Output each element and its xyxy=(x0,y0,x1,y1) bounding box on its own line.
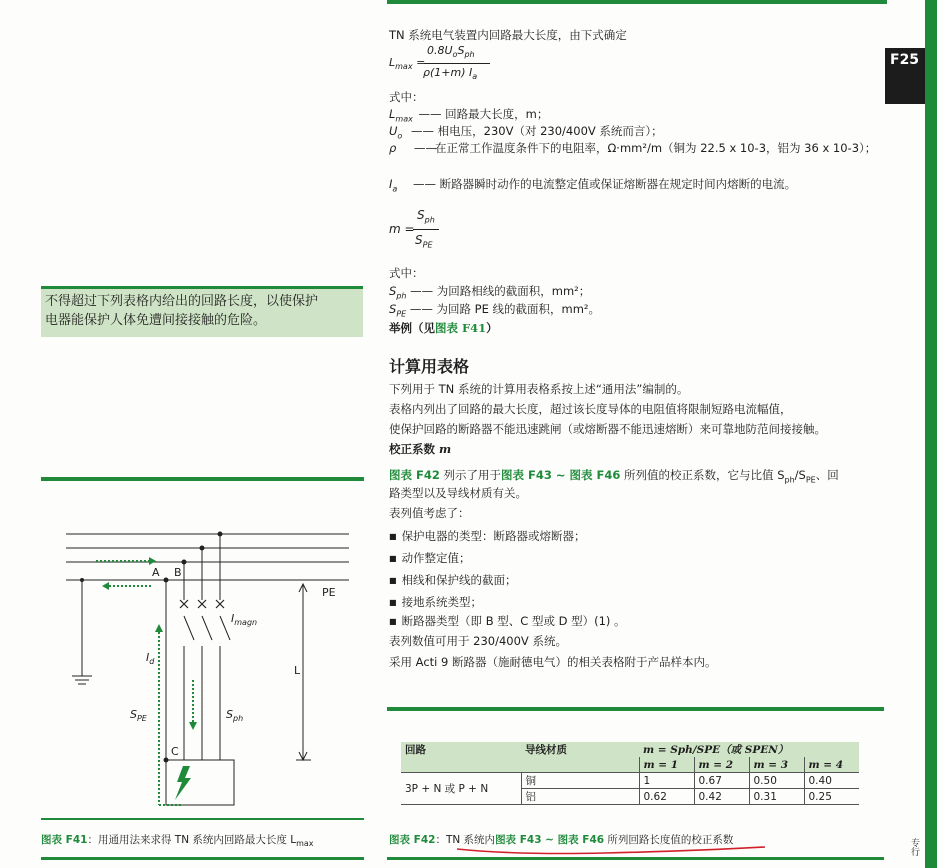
para-line-2: 表格内列出了回路的最大长度，超过该长度导体的电阻值将限制短路电流幅值， xyxy=(389,402,792,416)
label-pe: PE xyxy=(322,586,336,599)
cell-cu-m4: 0.40 xyxy=(804,773,859,789)
side-note: 不得超过下列表格内给出的回路长度，以使保护 电器能保护人体免遭间接接触的危险。 xyxy=(41,286,363,337)
cell-cu-m3: 0.50 xyxy=(749,773,804,789)
caption-f42: 图表 F42：TN 系统内图表 F43 ~ 图表 F46 所列回路长度值的校正系数 xyxy=(389,834,734,846)
formula-m: m = $S_{ph}$ $S_{PE}$ xyxy=(389,206,469,252)
bottom-rule-right xyxy=(387,857,884,860)
page-tab: F25 xyxy=(885,48,925,104)
subheading-correction: 校正系数 m xyxy=(389,442,452,456)
th-m3: m = 3 xyxy=(749,757,804,773)
label-sph: $S_{ph}$ xyxy=(226,708,244,724)
cell-cu-m1: 1 xyxy=(639,773,694,789)
f42-para-line-1: 图表 F42 列示了用于图表 F43 ~ 图表 F46 所列值的校正系数，它与比值 $S_{ph}/S_{PE}$、回 xyxy=(389,468,839,485)
side-vertical-text: 专行 xyxy=(909,838,919,856)
def-ia: $I_a$ —— 断路器瞬时动作的电流整定值或保证熔断器在规定时间内熔断的电流。 xyxy=(389,177,797,194)
label-a: A xyxy=(152,566,160,579)
def-spe: $S_{PE}$ —— 为回路 PE 线的截面积，mm²。 xyxy=(389,302,601,319)
th-m2: m = 2 xyxy=(694,757,749,773)
label-spe: $S_{PE}$ xyxy=(130,708,147,724)
fig-f41-diagram xyxy=(41,520,364,820)
where-label-2: 式中： xyxy=(389,266,424,280)
label-imagn: $I_{magn}$ xyxy=(231,612,258,628)
def-sph: $S_{ph}$ —— 为回路相线的截面积，mm²； xyxy=(389,284,591,301)
ref-f42[interactable]: 图表 F42 xyxy=(389,468,440,482)
red-underline xyxy=(455,843,775,857)
bullet-1: ■ 保护电器的类型：断路器或熔断器； xyxy=(389,527,586,547)
formula-lmax: $L_{max}$ = $0.8U_oS_{ph}$ ρ(1+m) $I_a$ xyxy=(389,44,529,84)
label-c: C xyxy=(171,745,179,758)
th-m1: m = 1 xyxy=(639,757,694,773)
def-uo: $U_o$ —— 相电压，230V（对 230/400V 系统而言）； xyxy=(389,124,663,141)
ref-f43-f46[interactable]: 图表 F43 ~ 图表 F46 xyxy=(501,468,621,482)
cell-al-m4: 0.25 xyxy=(804,789,859,805)
caption-f41: 图表 F41：用通用法来求得 TN 系统内回路最大长度 $L_{max}$ xyxy=(41,834,314,849)
top-rule xyxy=(387,0,887,4)
bullet-4: ■ 接地系统类型； xyxy=(389,593,482,613)
label-l: L xyxy=(294,664,301,677)
bullet-5: ■ 断路器类型（即 B 型、C 型或 D 型）(1) 。 xyxy=(389,612,626,632)
bullet-3: ■ 相线和保护线的截面； xyxy=(389,571,517,591)
acti9-line: 采用 Acti 9 断路器（施耐德电气）的相关表格附于产品样本内。 xyxy=(389,655,717,669)
th-m4: m = 4 xyxy=(804,757,859,773)
bottom-rule-left xyxy=(41,857,364,860)
cell-cu-m2: 0.67 xyxy=(694,773,749,789)
bullet-2: ■ 动作整定值； xyxy=(389,549,471,569)
formula-intro: TN 系统电气装置内回路最大长度，由下式确定 xyxy=(389,28,627,42)
example-ref-link[interactable]: 图表 F41 xyxy=(435,321,487,335)
fig-bottom-rule xyxy=(41,818,364,820)
label-id: $I_d$ xyxy=(146,651,155,667)
para-line-3: 使保护回路的断路器不能迅速跳闸（或熔断器不能迅速熔断）来可靠地防范间接接触。 xyxy=(389,422,826,436)
cell-al-m2: 0.42 xyxy=(694,789,749,805)
table-f42 xyxy=(401,742,859,805)
cell-material-cu: 铜 xyxy=(521,773,639,789)
cell-material-al: 铝 xyxy=(521,789,639,805)
f42-para-line-2: 路类型以及导线材质有关。 xyxy=(389,486,527,500)
th-m: m = Sph/SPE（或 SPEN） xyxy=(639,742,859,757)
right-edge-bar xyxy=(925,0,937,868)
cell-circuit: 3P + N 或 P + N xyxy=(401,773,521,805)
th-circuit: 回路 xyxy=(401,742,521,757)
considered-label: 表列值考虑了： xyxy=(389,506,470,520)
cell-al-m3: 0.31 xyxy=(749,789,804,805)
table-top-rule xyxy=(387,707,884,711)
def-rho: ρ —— 在正常工作温度条件下的电阻率，Ω·mm²/m（铜为 22.5 x 10-3，铝为 36 x 10-3）； xyxy=(389,141,877,155)
applies-line: 表列数值可用于 230/400V 系统。 xyxy=(389,634,567,648)
cell-al-m1: 0.62 xyxy=(639,789,694,805)
section-title: 计算用表格 xyxy=(389,357,470,376)
para-line-1: 下列用于 TN 系统的计算用表格系按上述“通用法”编制的。 xyxy=(389,382,689,396)
where-label-1: 式中： xyxy=(389,90,424,104)
label-b: B xyxy=(174,566,182,579)
example-line: 举例（见图表 F41） xyxy=(389,321,498,335)
th-material: 导线材质 xyxy=(521,742,639,757)
fig-top-rule xyxy=(41,477,364,481)
def-lmax: $L_{max}$ —— 回路最大长度，m； xyxy=(389,107,549,124)
